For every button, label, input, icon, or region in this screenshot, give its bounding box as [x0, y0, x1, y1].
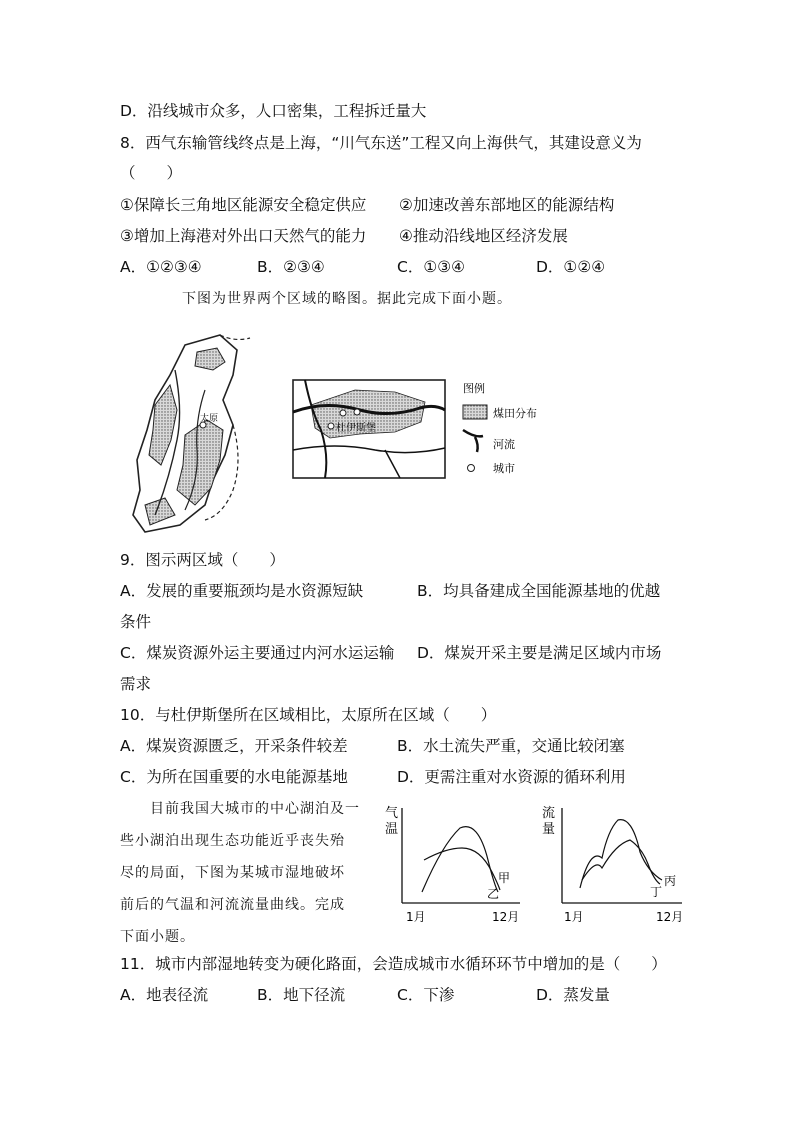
graph2-ylabel-2: 量	[542, 822, 556, 837]
q7-option-d: D．沿线城市众多，人口密集，工程拆迁量大	[120, 102, 427, 120]
graph2-ylabel-1: 流	[542, 806, 556, 821]
q9-option-d: D．煤炭开采主要是满足区域内市场	[417, 644, 662, 662]
q9-option-b-cont: 条件	[120, 613, 152, 631]
legend-city-label: 城市	[493, 462, 515, 475]
intro-graphs-line-4: 前后的气温和河流流量曲线。完成	[120, 897, 345, 913]
q10-option-b: B．水土流失严重，交通比较闭塞	[397, 737, 625, 755]
coal-field-central	[177, 420, 223, 505]
curve-jia	[424, 848, 500, 890]
coal-field-west	[149, 385, 177, 465]
city-dys-marker	[328, 423, 334, 429]
q10-option-a: A．煤炭资源匮乏，开采条件较差	[120, 737, 348, 755]
graph1-x-start: 1月	[406, 910, 426, 924]
q8-stem: 8．西气东输管线终点是上海，“川气东送”工程又向上海供气，其建设意义为	[120, 134, 642, 152]
intro-graphs-line-3: 尽的局面，下图为某城市湿地破坏	[120, 865, 345, 881]
legend-coal-label: 煤田分布	[493, 407, 537, 420]
graph2-curve-label-bing: 丙	[664, 874, 677, 888]
q11-option-d: D．蒸发量	[536, 986, 610, 1004]
legend-city-swatch	[468, 465, 475, 472]
q8-option-a: A．①②③④	[120, 258, 202, 276]
region-maps-figure	[125, 330, 565, 535]
curve-ding	[582, 840, 660, 884]
q8-option-c: C．①③④	[397, 258, 466, 276]
legend-river-label: 河流	[493, 438, 515, 451]
graph1-ylabel-2: 温	[385, 822, 399, 837]
graph1-curve-label-jia: 甲	[498, 871, 511, 885]
intro-graphs-line-2: 些小湖泊出现生态功能近乎丧失殆	[120, 833, 345, 849]
q8-option-d: D．①②④	[536, 258, 606, 276]
curve-yi	[422, 827, 498, 892]
q8-statement-2: ②加速改善东部地区的能源结构	[399, 196, 615, 214]
intro-graphs-line-5: 下面小题。	[120, 929, 195, 945]
q8-paren: （ ）	[120, 164, 183, 182]
q11-option-b: B．地下径流	[257, 986, 346, 1004]
q8-statement-1: ①保障长三角地区能源安全稳定供应	[120, 196, 367, 214]
q10-option-d: D．更需注重对水资源的循环利用	[397, 768, 626, 786]
q9-option-c: C．煤炭资源外运主要通过内河水运运输	[120, 644, 395, 662]
q10-option-c: C．为所在国重要的水电能源基地	[120, 768, 348, 786]
graph1-ylabel-1: 气	[385, 806, 399, 821]
temperature-graph	[380, 800, 530, 930]
legend-title: 图例	[463, 382, 485, 395]
q11-stem: 11．城市内部湿地转变为硬化路面，会造成城市水循环环节中增加的是（ ）	[120, 955, 667, 973]
q11-option-c: C．下渗	[397, 986, 455, 1004]
q11-option-a: A．地表径流	[120, 986, 209, 1004]
graph2-curve-label-ding: 丁	[650, 885, 663, 899]
legend-coal-swatch	[463, 405, 487, 419]
coal-field-north	[195, 348, 225, 370]
legend-river-swatch	[463, 430, 483, 452]
q10-stem: 10．与杜伊斯堡所在区域相比，太原所在区域（ ）	[120, 706, 497, 724]
graph1-x-end: 12月	[492, 910, 520, 924]
q9-option-b: B．均具备建成全国能源基地的优越	[417, 582, 661, 600]
intro-graphs-line-1: 目前我国大城市的中心湖泊及一	[150, 801, 360, 817]
graph2-x-end: 12月	[656, 910, 684, 924]
q8-statement-3: ③增加上海港对外出口天然气的能力	[120, 227, 367, 245]
q8-statement-4: ④推动沿线地区经济发展	[399, 227, 568, 245]
curve-bing	[580, 820, 662, 888]
river-flow-graph	[538, 800, 694, 930]
q9-option-d-cont: 需求	[120, 675, 152, 693]
intro-maps: 下图为世界两个区域的略图。据此完成下面小题。	[182, 291, 512, 307]
q9-stem: 9．图示两区域（ ）	[120, 551, 285, 569]
graph1-curve-label-yi: 乙	[487, 887, 500, 901]
q9-option-a: A．发展的重要瓶颈均是水资源短缺	[120, 582, 364, 600]
q8-option-b: B．②③④	[257, 258, 325, 276]
city-taiyuan-label: 太原	[200, 414, 219, 424]
city-dys-label: 杜伊斯堡	[336, 423, 376, 434]
graph2-x-start: 1月	[564, 910, 584, 924]
